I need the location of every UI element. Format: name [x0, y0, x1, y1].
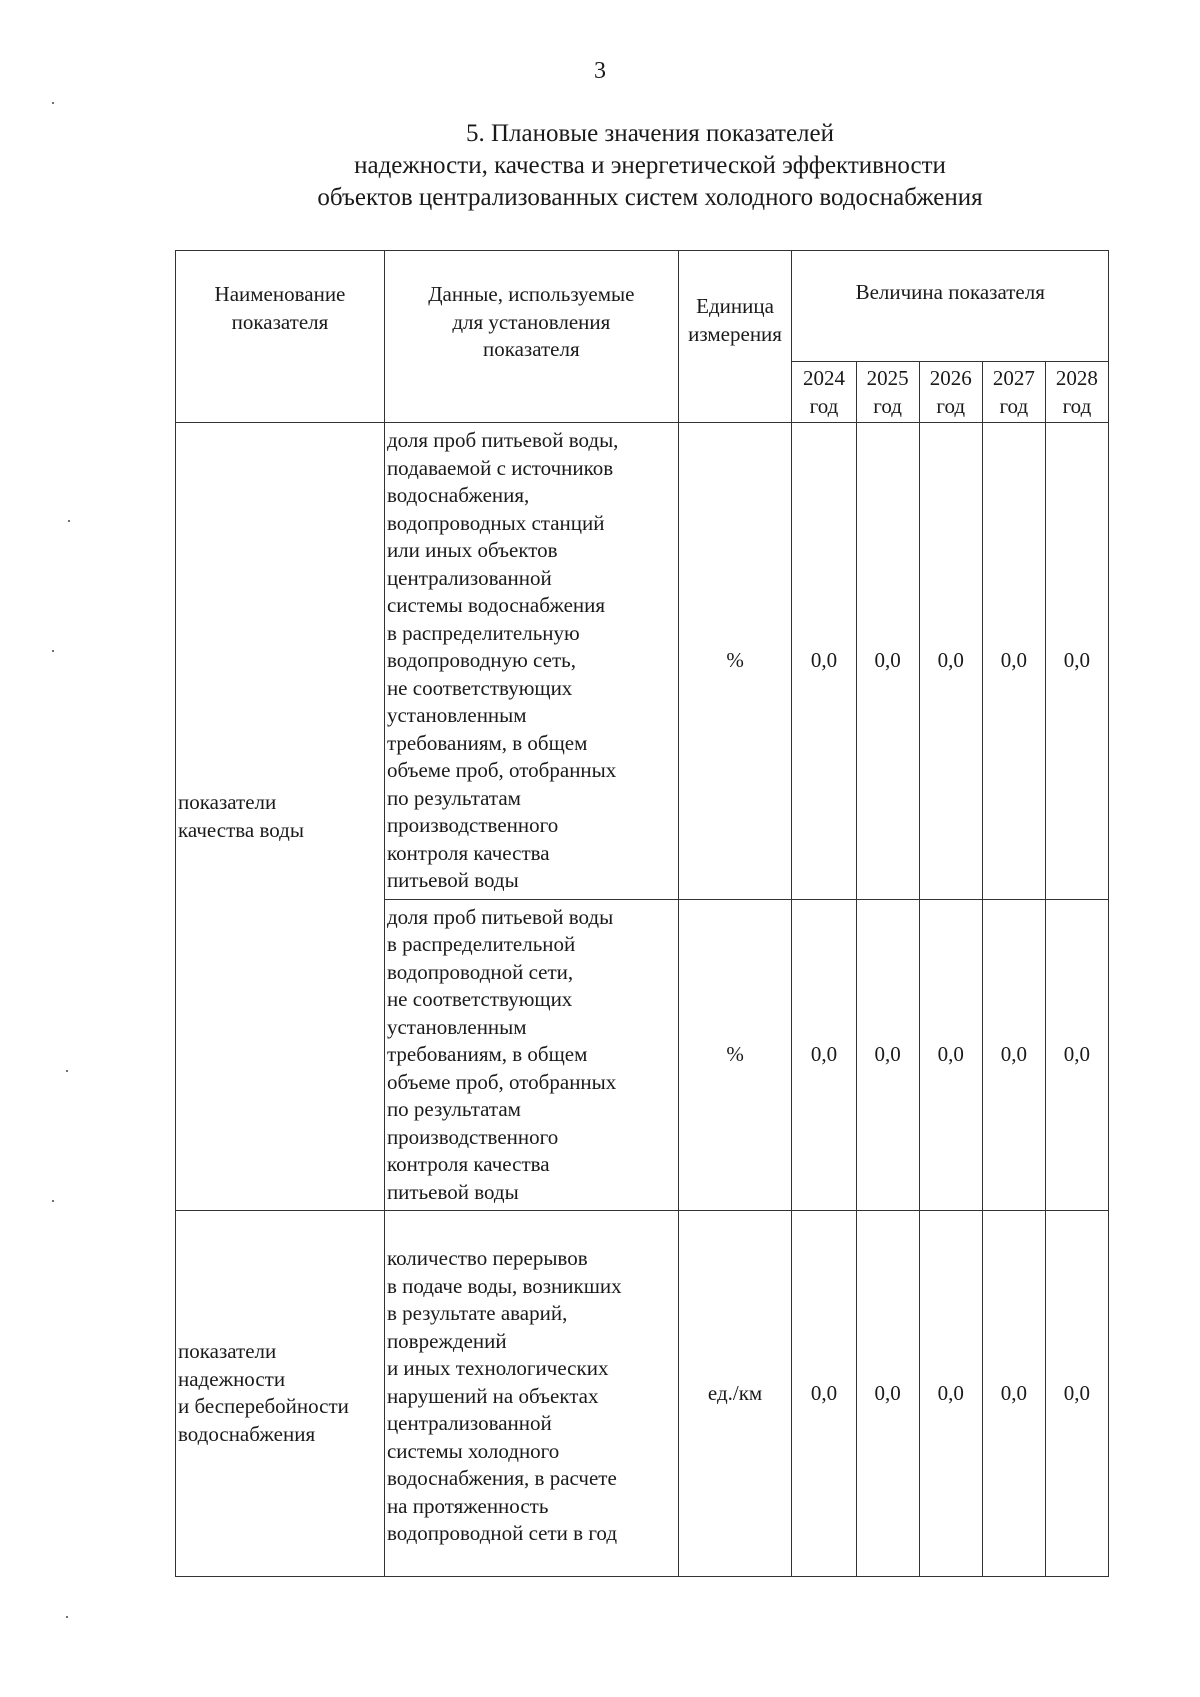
value-2027: 0,0 — [982, 1211, 1045, 1577]
source-data-cell: доля проб питьевой воды, подаваемой с источников водоснабжения, водопроводных станций или иных объектов централизованной системы водоснабжения в распределительную водопроводную сеть, не соответствующих установленным требованиям, в общем объеме проб, отобранных по результатам производственного контроля качества питьевой воды — [384, 423, 678, 900]
title-line: 5. Плановые значения показателей — [465, 120, 835, 147]
indicators-table — [175, 250, 1109, 1577]
scan-speck — [68, 520, 70, 522]
header-year-2028: 2028 год — [1045, 362, 1108, 423]
value-2025: 0,0 — [856, 899, 919, 1211]
unit-cell: % — [678, 423, 792, 900]
header-year-2027: 2027 год — [982, 362, 1045, 423]
value-2026: 0,0 — [919, 1211, 982, 1577]
value-2025: 0,0 — [856, 423, 919, 900]
scan-speck — [66, 1616, 68, 1618]
scan-speck — [66, 1070, 68, 1072]
scan-speck — [52, 1200, 54, 1202]
document-title — [100, 118, 1200, 214]
value-2027: 0,0 — [982, 423, 1045, 900]
header-source-data: Данные, используемые для установления показателя — [384, 251, 678, 423]
header-year-2024: 2024 год — [792, 362, 856, 423]
header-year-2025: 2025 год — [856, 362, 919, 423]
header-value-group: Величина показателя — [792, 251, 1109, 362]
value-2028: 0,0 — [1045, 1211, 1108, 1577]
value-2026: 0,0 — [919, 899, 982, 1211]
value-2028: 0,0 — [1045, 899, 1108, 1211]
header-year-2026: 2026 год — [919, 362, 982, 423]
value-2024: 0,0 — [792, 423, 856, 900]
source-data-cell: количество перерывов в подаче воды, возникших в результате аварий, повреждений и иных технологических нарушений на объектах централизованной системы холодного водоснабжения, в расчете на протяженность водопроводной сети в год — [384, 1211, 678, 1577]
unit-cell: ед./км — [678, 1211, 792, 1577]
value-2024: 0,0 — [792, 899, 856, 1211]
header-unit: Единица измерения — [678, 251, 792, 423]
table-row — [176, 1211, 1109, 1577]
value-2028: 0,0 — [1045, 423, 1108, 900]
scan-speck — [52, 102, 54, 104]
value-2025: 0,0 — [856, 1211, 919, 1577]
header-indicator-name: Наименование показателя — [176, 251, 385, 423]
value-2024: 0,0 — [792, 1211, 856, 1577]
indicator-reliability: показатели надежности и бесперебойности водоснабжения — [176, 1211, 385, 1577]
table-row — [176, 423, 1109, 900]
title-line: объектов централизованных систем холодного водоснабжения — [317, 184, 983, 211]
indicator-water-quality: показатели качества воды — [176, 423, 385, 1211]
unit-cell: % — [678, 899, 792, 1211]
source-data-cell: доля проб питьевой воды в распределительной водопроводной сети, не соответствующих установленным требованиям, в общем объеме проб, отобранных по результатам производственного контроля качества питьевой воды — [384, 899, 678, 1211]
value-2027: 0,0 — [982, 899, 1045, 1211]
title-line: надежности, качества и энергетической эффективности — [354, 152, 946, 179]
value-2026: 0,0 — [919, 423, 982, 900]
page-number: 3 — [594, 58, 606, 84]
scan-speck — [52, 650, 54, 652]
